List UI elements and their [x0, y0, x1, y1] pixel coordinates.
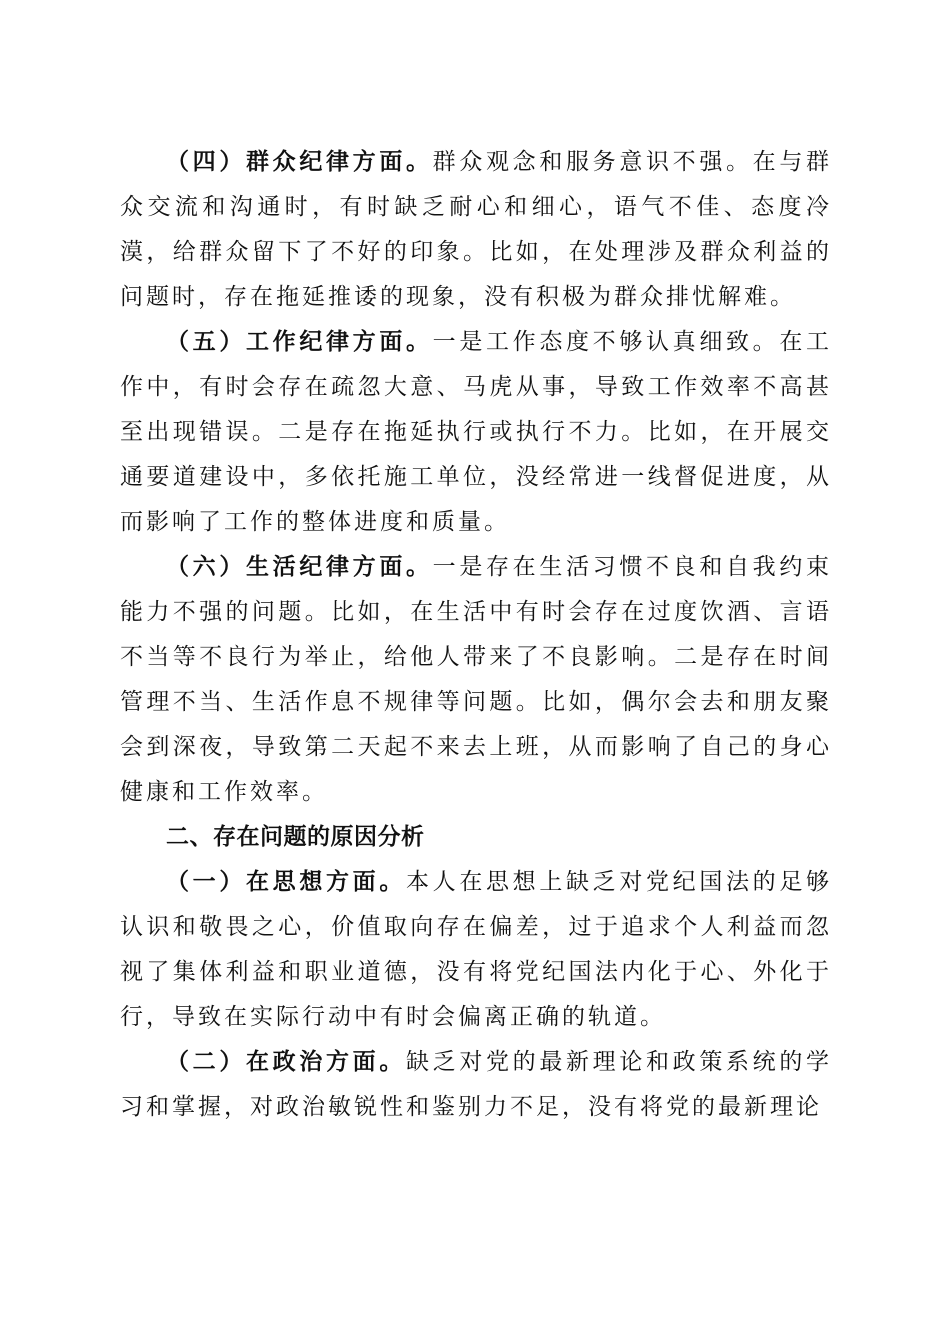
paragraph-body: 一是工作态度不够认真细致。在工作中，有时会存在疏忽大意、马虎从事，导致工作效率不高甚至出现错误。二是存在拖延执行或执行不力。比如，在开展交通要道建设中，多依托施工单位，没经常进一线督促进度，从而影响了工作的整体进度和质量。: [120, 329, 833, 535]
paragraph-body: 群众观念和服务意识不强。在与群众交流和沟通时，有时缺乏耐心和细心，语气不佳、态度冷漠，给群众留下了不好的印象。比如，在处理涉及群众利益的问题时，存在拖延推诿的现象，没有积极为群众排忧解难。: [120, 149, 833, 310]
section-heading-cause-analysis: 二、存在问题的原因分析: [166, 824, 425, 850]
paragraph-lead: （四）群众纪律方面。: [166, 149, 433, 175]
paragraph-mass-discipline: [120, 140, 832, 320]
paragraph-body: 缺乏对党的最新理论和政策系统的学习和掌握，对政治敏锐性和鉴别力不足，没有将党的最新理论: [120, 1049, 833, 1120]
paragraph-life-discipline: [120, 545, 832, 815]
paragraph-politics: [120, 1040, 832, 1130]
paragraph-lead: （六）生活纪律方面。: [166, 554, 433, 580]
paragraph-lead: （一）在思想方面。: [166, 869, 406, 895]
document-body: [120, 140, 832, 1130]
paragraph-lead: （二）在政治方面。: [166, 1049, 406, 1075]
paragraph-work-discipline: [120, 320, 832, 545]
paragraph-body: 本人在思想上缺乏对党纪国法的足够认识和敬畏之心，价值取向存在偏差，过于追求个人利益而忽视了集体利益和职业道德，没有将党纪国法内化于心、外化于行，导致在实际行动中有时会偏离正确的轨道。: [120, 869, 833, 1030]
paragraph-lead: （五）工作纪律方面。: [166, 329, 433, 355]
paragraph-ideology: [120, 860, 832, 1040]
paragraph-body: 一是存在生活习惯不良和自我约束能力不强的问题。比如，在生活中有时会存在过度饮酒、言语不当等不良行为举止，给他人带来了不良影响。二是存在时间管理不当、生活作息不规律等问题。比如，偶尔会去和朋友聚会到深夜，导致第二天起不来去上班，从而影响了自己的身心健康和工作效率。: [120, 554, 833, 805]
